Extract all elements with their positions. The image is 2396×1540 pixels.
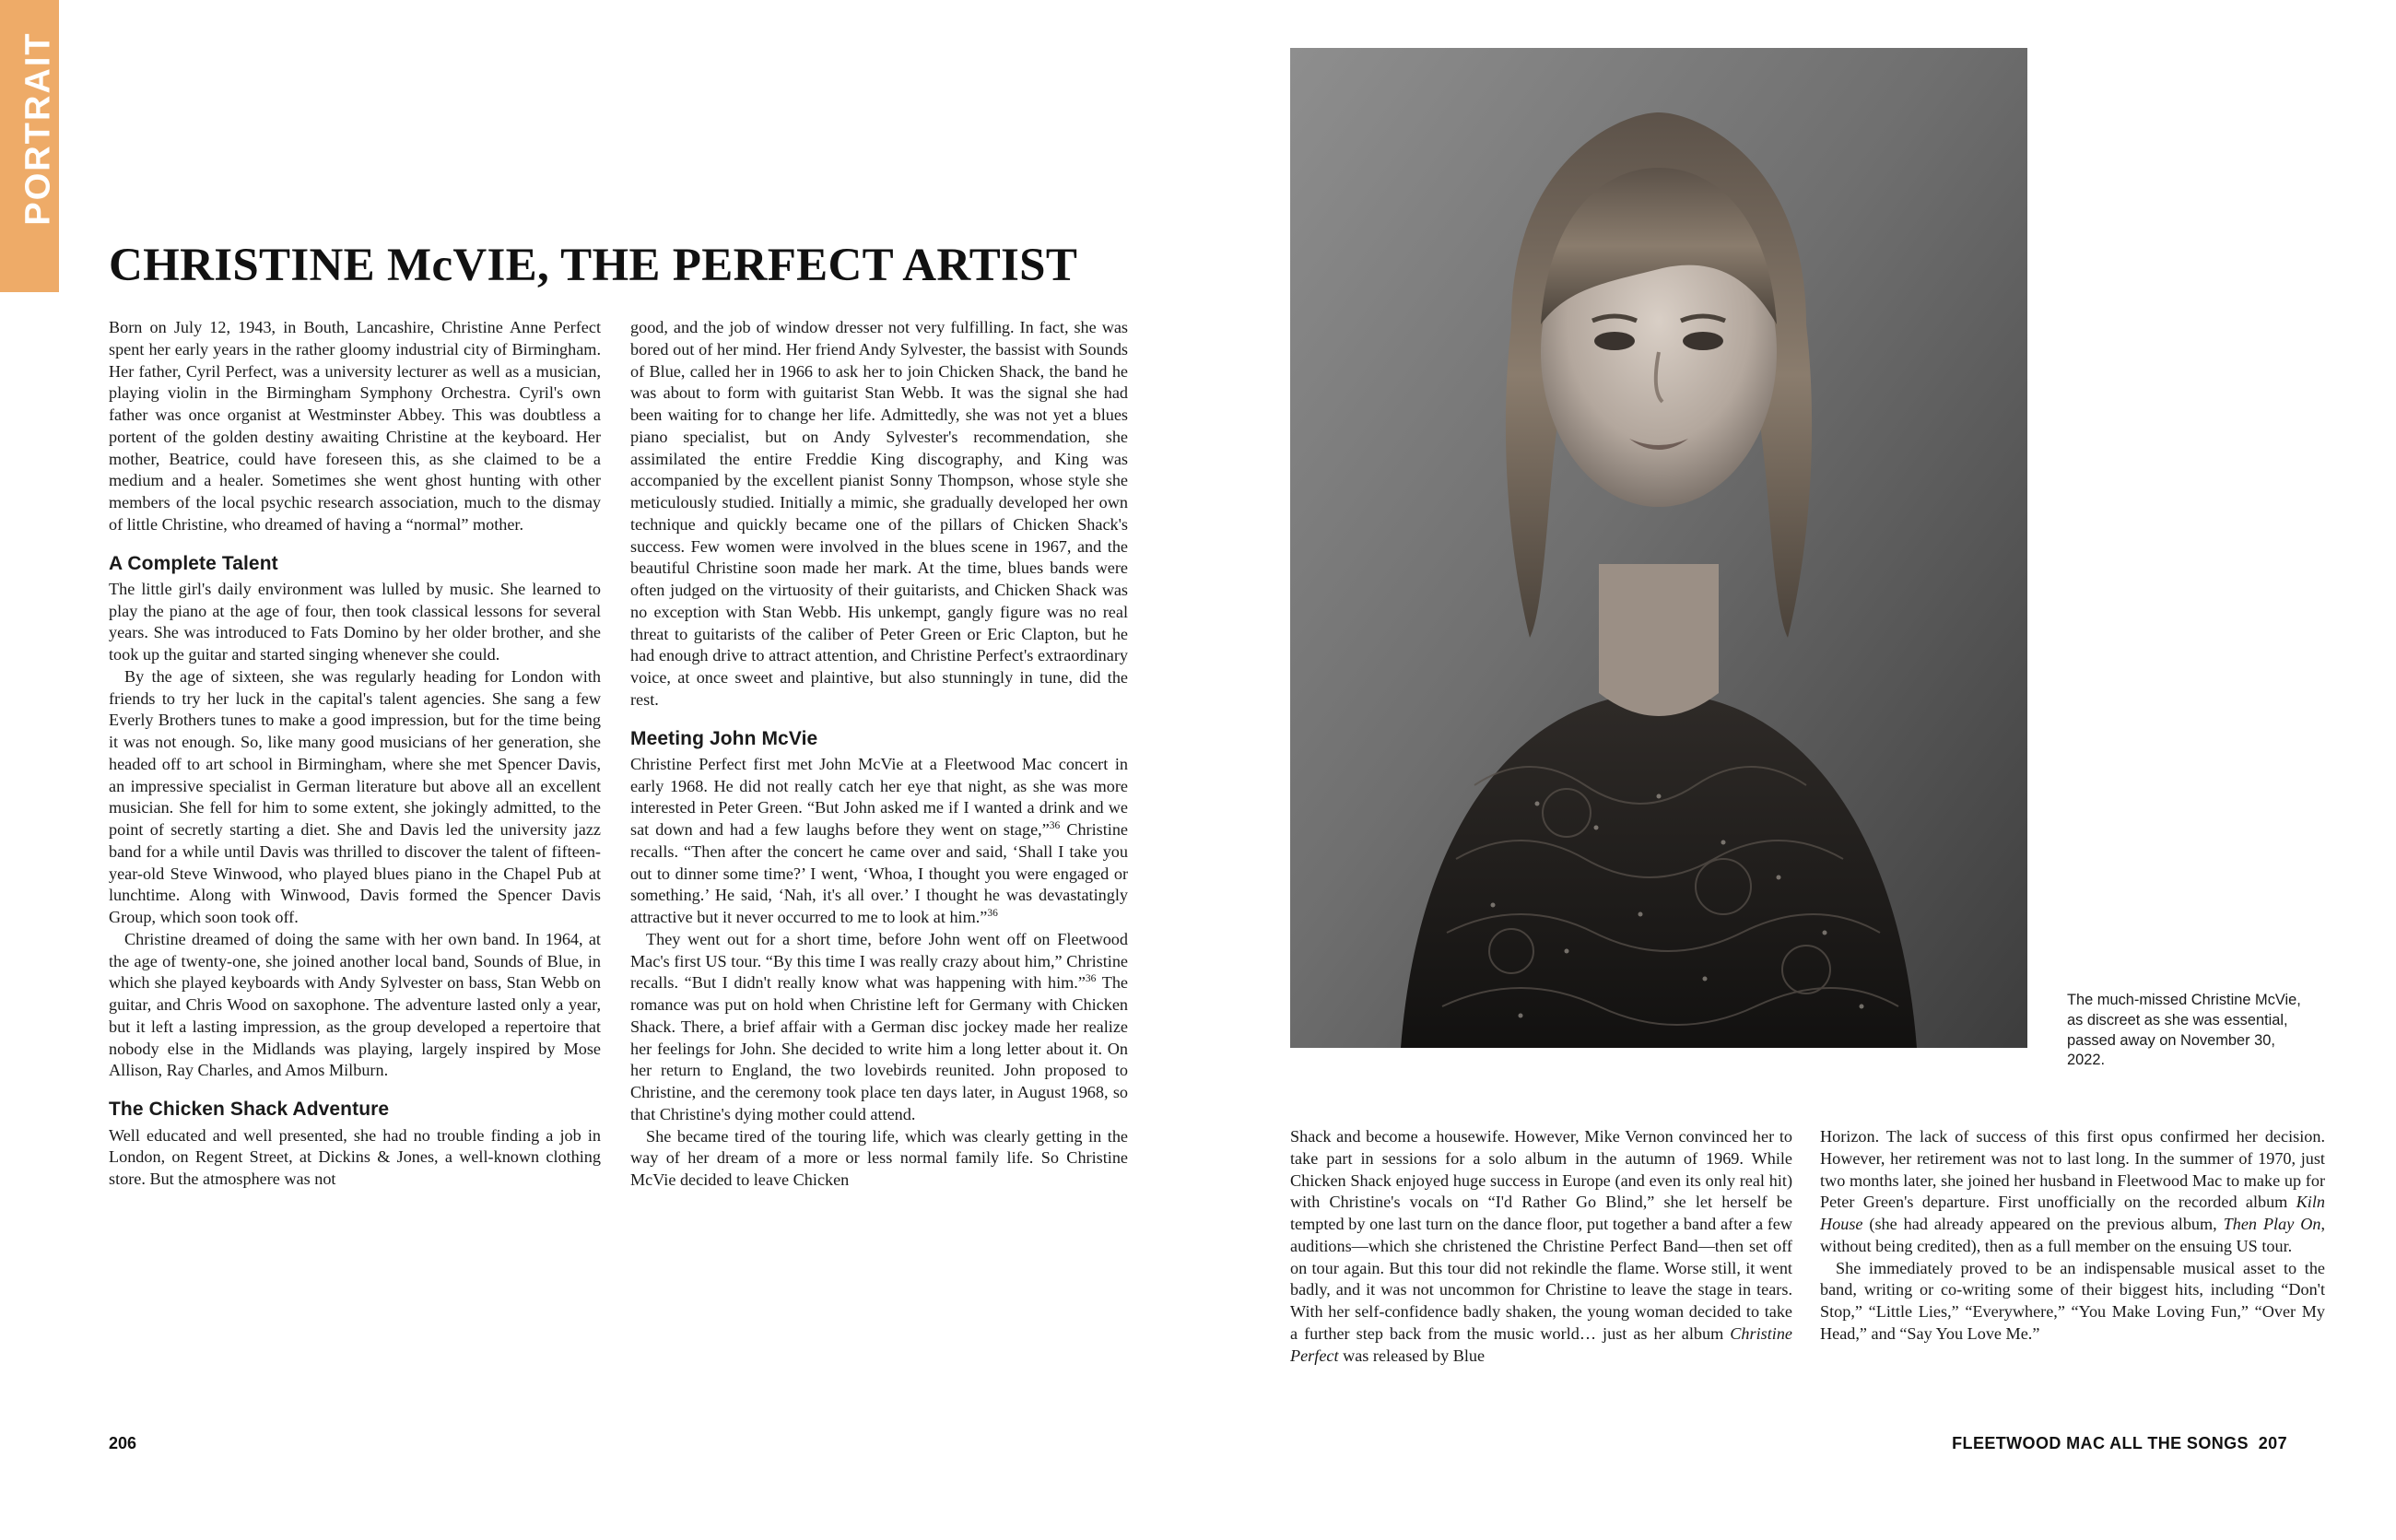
text-run: They went out for a short time, before John went off on Fleetwood Mac's first US tour. “By this time I was really crazy about him,” Christine recalls. “But I didn't really know what was happening with him.” — [630, 929, 1128, 993]
text-run: Christine recalls. “Then after the concert he came over and said, ‘Shall I take you out to dinner some time?’ I went, ‘Whoa, I thought you were engaged or something.’ He said, ‘Nah, it's all over.’ I thought he was devastatingly attractive but it never occurred to me to look at him.” — [630, 820, 1128, 927]
body-column-4 — [1820, 1126, 2325, 1346]
paragraph — [630, 754, 1128, 929]
body-column-3 — [1290, 1126, 1792, 1367]
body-column-1 — [109, 317, 601, 1191]
book-title: FLEETWOOD MAC ALL THE SONGS — [1952, 1434, 2249, 1452]
album-title: Kiln House — [1820, 1193, 2325, 1233]
paragraph: By the age of sixteen, she was regularly heading for London with friends to try her luck in the capital's talent agencies. She sang a few Everly Brothers tunes to make a good impression, but for the time being it was not enough. So, like many good musicians of her generation, she headed off to art school in Birmingham, where she met Spencer Davis, an impressive specialist in German literature but above all an excellent musician. She fell for him to some extent, she jokingly admitted, to the point of secretly starting a diet. She and Davis led the university jazz band for a while until Davis was thrilled to discover the talent of fifteen-year-old Steve Winwood, who played blues piano in the Chapel Pub at lunchtime. Along with Winwood, Davis formed the Spencer Davis Group, which soon took off. — [109, 666, 601, 927]
footnote-ref: 36 — [1085, 973, 1097, 985]
subheading-chicken-shack-adventure: The Chicken Shack Adventure — [109, 1099, 390, 1121]
page-title: CHRISTINE McVIE, THE PERFECT ARTIST — [109, 240, 1078, 292]
text-run: Shack and become a housewife. However, Mike Vernon convinced her to take part in sessions for a solo album in the autumn of 1969. While Chicken Shack enjoyed huge success in Europe (and even its only real hit) with Christine's vocals on “I'd Rather Go Blind,” she let herself be tempted by one last turn on the dance floor, put together a band after a few auditions—which she christened the Christine Perfect Band—then set off on tour again. But this tour did not rekindle the flame. Worse still, it went badly, and it was not uncommon for Christine to leave the stage in tears. With her self-confidence badly shaken, the young woman decided to take a further step back from the music world… just as her album — [1290, 1127, 1792, 1343]
section-tab-label: PORTRAIT — [18, 31, 58, 226]
album-title: Then Play On — [2223, 1215, 2321, 1233]
text-run: was released by Blue — [1338, 1346, 1486, 1365]
section-tab — [0, 0, 59, 292]
text-run: , without being credited), then as a full member on the ensuing US tour. — [1820, 1215, 2325, 1255]
paragraph: The little girl's daily environment was lulled by music. She learned to play the piano at the age of four, then took classical lessons for several years. She was introduced to Fats Domino by her older brother, and she took up the guitar and started singing whenever she could. — [109, 579, 601, 664]
text-run: Christine Perfect first met John McVie at a Fleetwood Mac concert in early 1968. He did not really catch her eye that night, as she was more interested in Peter Green. “But John asked me if I wanted a drink and we sat down and had a few laughs before they went on stage,” — [630, 754, 1128, 840]
album-title: Christine Perfect — [1290, 1323, 1792, 1365]
folio-right — [1952, 1434, 2287, 1453]
paragraph — [630, 929, 1128, 1126]
text-run: Horizon. The lack of success of this first opus confirmed her decision. However, her retirement was not to last long. In the summer of 1970, just two months later, she joined her husband in Fleetwood Mac to make up for Peter Green's departure. First unofficially on the recorded album — [1820, 1127, 2325, 1212]
body-column-2 — [630, 317, 1128, 1192]
text-run: (she had already appeared on the previous album, — [1862, 1215, 2224, 1233]
footnote-ref: 36 — [987, 908, 998, 920]
paragraph: Born on July 12, 1943, in Bouth, Lancashire, Christine Anne Perfect spent her early years in the rather gloomy industrial city of Birmingham. Her father, Cyril Perfect, was a university lecturer as well as a musician, playing violin in the Birmingham Symphony Orchestra. Cyril's own father was once organist at Westminster Abbey. This was doubtless a portent of the golden destiny awaiting Christine at the keyboard. Her mother, Beatrice, could have foreseen this, as she claimed to be a medium and a healer. Sometimes she went ghost hunting with other members of the local psychic research association, much to the dismay of little Christine, who dreamed of having a “normal” mother. — [109, 318, 601, 534]
paragraph: Christine dreamed of doing the same with her own band. In 1964, at the age of twenty-one, she joined another local band, Sounds of Blue, in which she played keyboards with Andy Sylvester on bass, Stan Webb on guitar, and Chris Wood on saxophone. The adventure lasted only a year, but it left a lasting impression, as the group developed a repertoire that nobody else in the Midlands was playing, largely inspired by Mose Allison, Ray Charles, and Amos Milburn. — [109, 929, 601, 1080]
paragraph — [1820, 1126, 2325, 1258]
text-run: The romance was put on hold when Christine left for Germany with Chicken Shack. There, a brief affair with a German disc jockey made her realize her feelings for John. She decided to write him a long letter about it. On her return to England, the two lovebirds reunited. John proposed to Christine, and the ceremony took place ten days later, in August 1968, so that Christine's dying mother could attend. — [630, 973, 1128, 1123]
paragraph — [1290, 1126, 1792, 1367]
paragraph: Well educated and well presented, she had no trouble finding a job in London, on Regent Street, at Dickins & Jones, a well-known clothing store. But the atmosphere was not — [109, 1125, 601, 1189]
subheading-a-complete-talent: A Complete Talent — [109, 552, 278, 574]
paragraph: She immediately proved to be an indispensable musical asset to the band, writing or co-writing some of their biggest hits, including “Don't Stop,” “Little Lies,” “Everywhere,” “You Make Loving Fun,” “Over My Head,” and “Say You Love Me.” — [1820, 1258, 2325, 1343]
paragraph: good, and the job of window dresser not very fulfilling. In fact, she was bored out of her mind. Her friend Andy Sylvester, the bassist with Sounds of Blue, called her in 1966 to ask her to join Chicken Shack, the band he was about to form with guitarist Stan Webb. It was the signal she had been waiting for to change her life. Admittedly, she was not yet a blues piano specialist, but on Andy Sylvester's recommendation, she assimilated the entire Freddie King discography, and King was accompanied by the excellent pianist Sonny Thompson, whose style she meticulously studied. Initially a mimic, she gradually developed her own technique and quickly became one of the pillars of Chicken Shack's success. Few women were involved in the blues scene in 1967, and the beautiful Christine soon made her mark. At the time, blues bands were often judged on the virtuosity of their guitarists, and Chicken Shack was no exception with Stan Webb. His unkempt, gangly figure was no real threat to guitarists of the caliber of Peter Green or Eric Clapton, but he had enough drive to attract attention, and Christine Perfect's extraordinary voice, at once sweet and plaintive, but also stunningly in tune, did the rest. — [630, 318, 1128, 709]
photo-caption: The much-missed Christine McVie, as discreet as she was essential, passed away on November 30, 2022. — [2067, 992, 2301, 1069]
christine-mcvie-portrait-photo — [1290, 48, 2027, 1048]
subheading-meeting-john-mcvie: Meeting John McVie — [630, 727, 818, 749]
page-number: 207 — [2258, 1434, 2287, 1452]
folio-left: 206 — [109, 1434, 137, 1452]
paragraph: She became tired of the touring life, which was clearly getting in the way of her dream of a more or less normal family life. So Christine McVie decided to leave Chicken — [630, 1126, 1128, 1190]
footnote-ref: 36 — [1049, 820, 1061, 832]
